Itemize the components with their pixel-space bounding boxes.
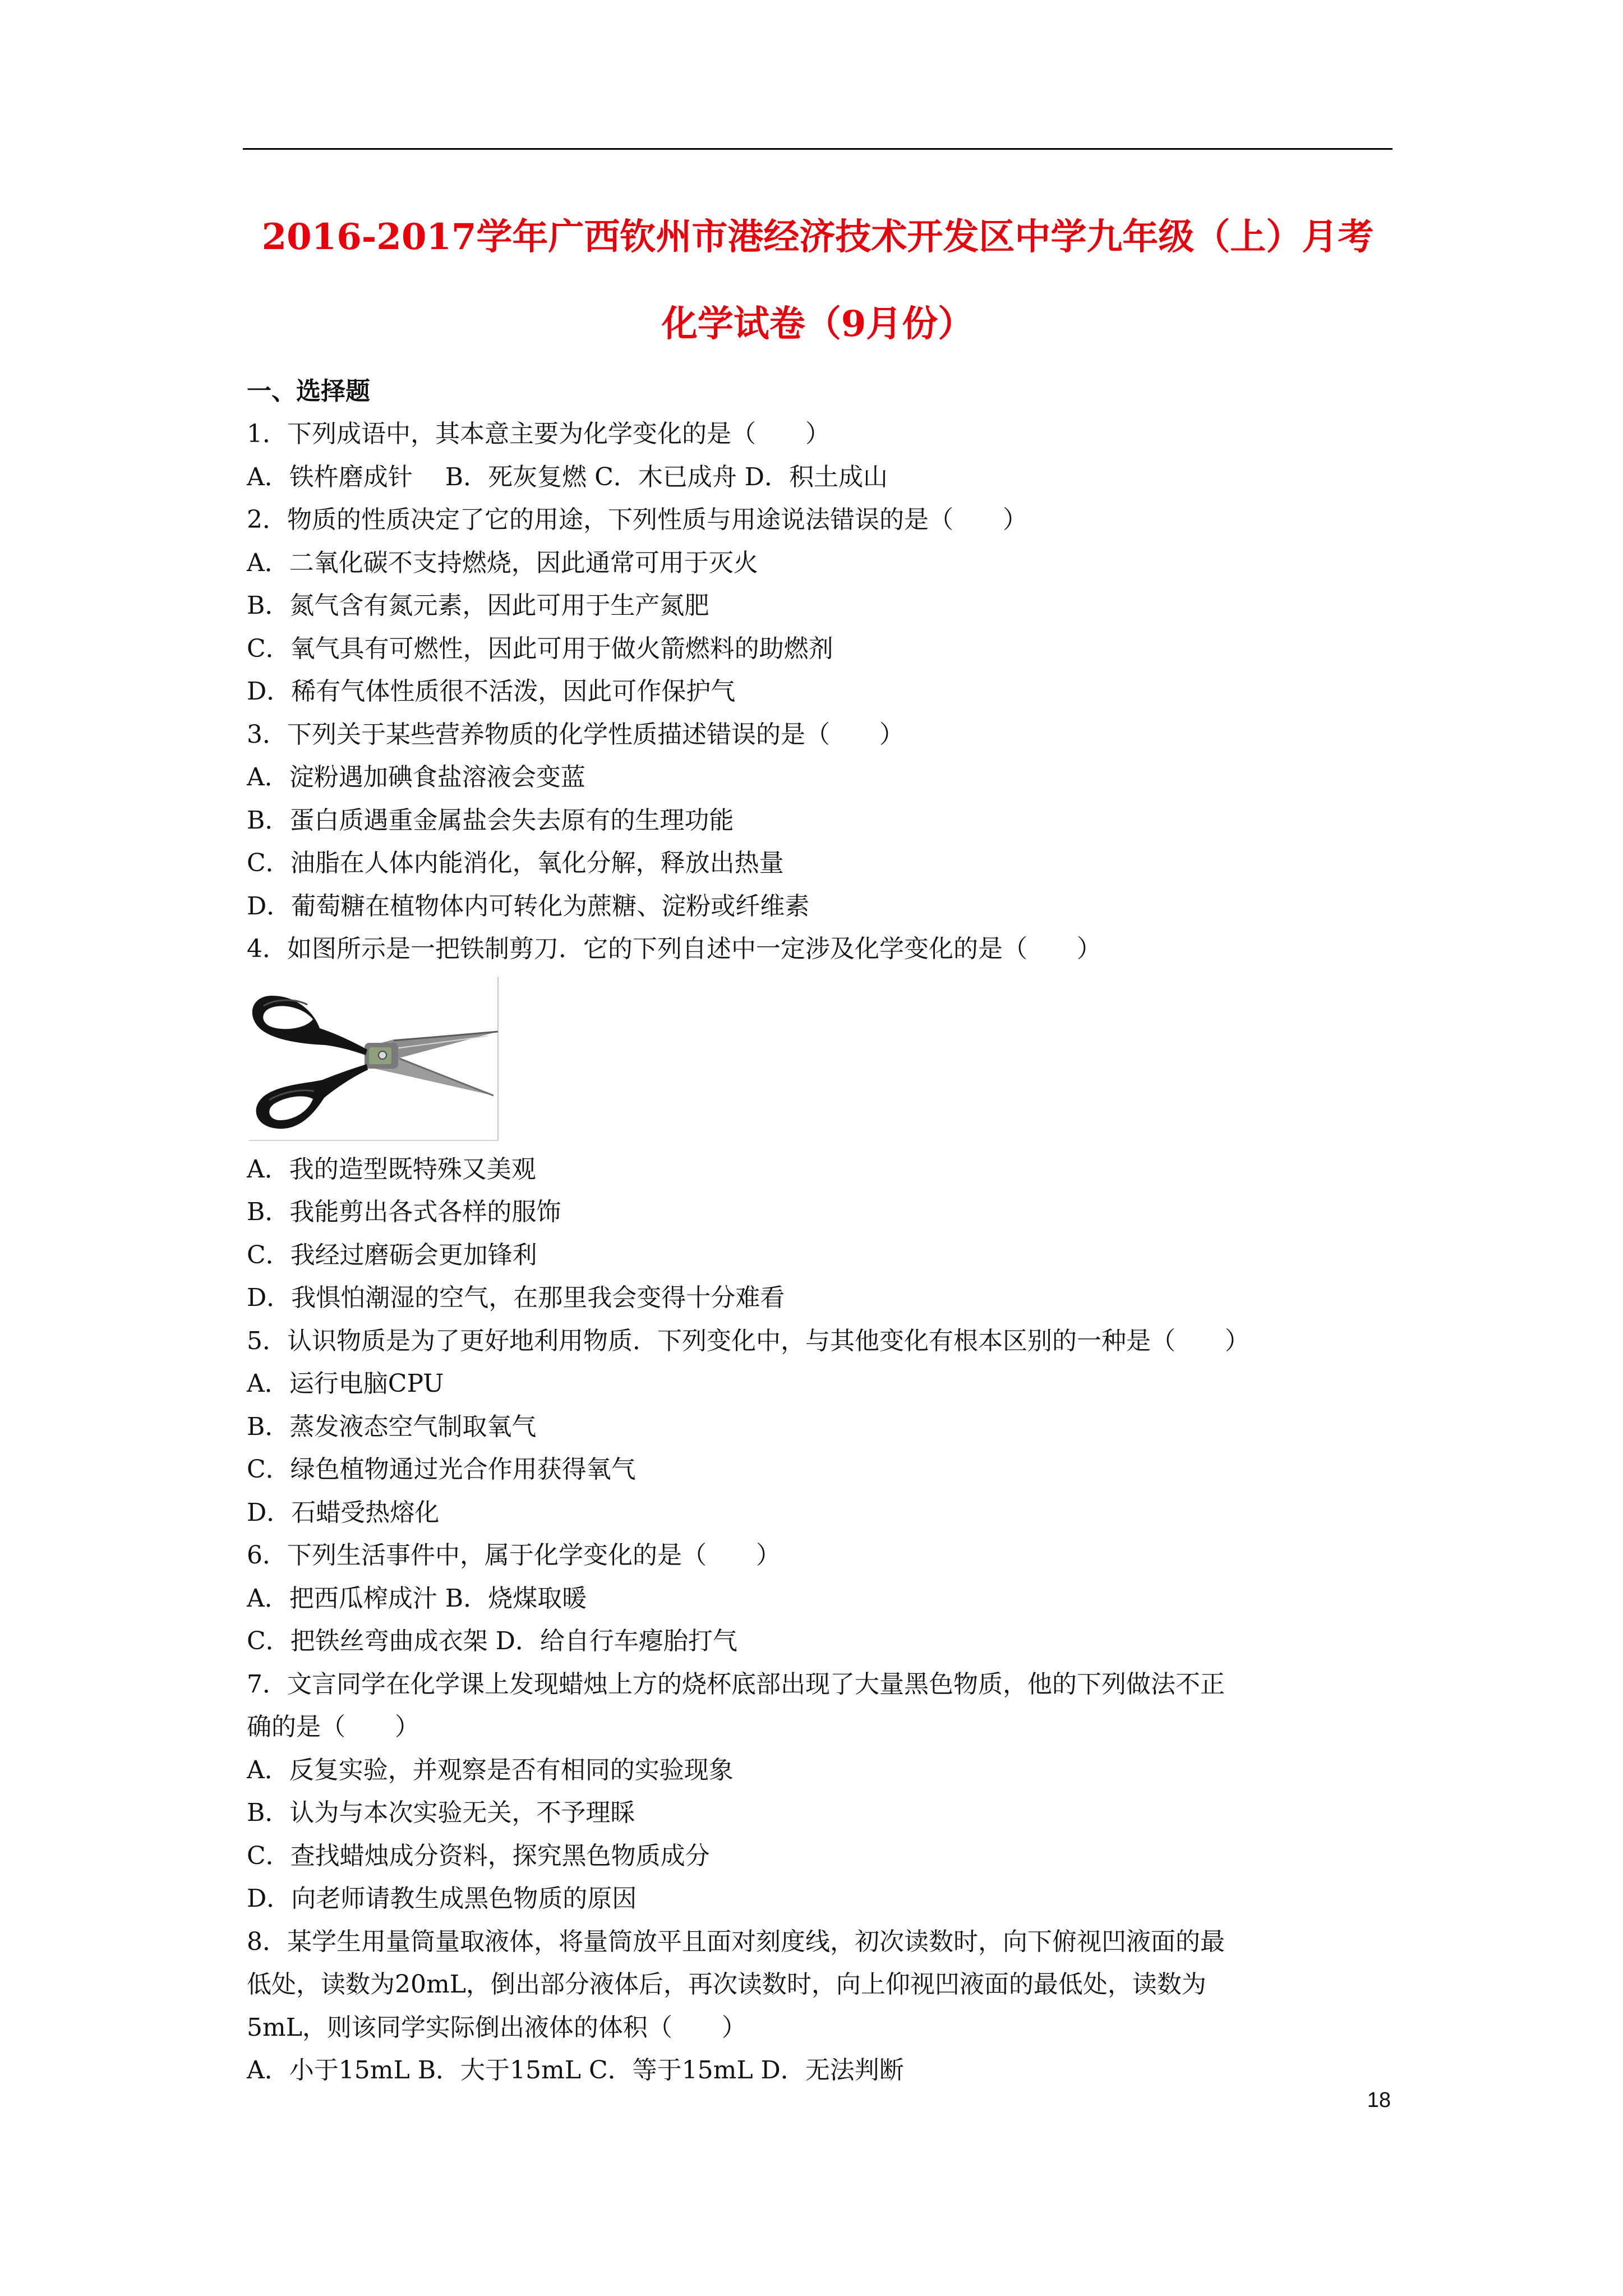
question-7-stem: 确的是（ ） [247, 1713, 419, 1741]
question-7-option: D．向老师请教生成黑色物质的原因 [247, 1884, 637, 1913]
question-7-option: C．查找蜡烛成分资料，探究黑色物质成分 [247, 1841, 710, 1870]
question-6-option: A．把西瓜榨成汁 B．烧煤取暖 [247, 1584, 587, 1613]
question-6-option: C．把铁丝弯曲成衣架 D．给自行车瘪胎打气 [247, 1627, 737, 1655]
question-3-option: C．油脂在人体内能消化，氧化分解，释放出热量 [247, 849, 784, 877]
scissors-figure [247, 973, 499, 1142]
question-1-option: A．铁杵磨成针 B．死灰复燃 C．木已成舟 D．积土成山 [247, 462, 888, 491]
question-3-stem: 3．下列关于某些营养物质的化学性质描述错误的是（ ） [247, 720, 904, 749]
question-7-option: B．认为与本次实验无关，不予理睬 [247, 1798, 635, 1827]
question-4-option: D．我惧怕潮湿的空气，在那里我会变得十分难看 [247, 1283, 785, 1312]
exam-title-line-2: 化学试卷（9月份） [661, 303, 974, 345]
question-5-option: A．运行电脑CPU [247, 1369, 444, 1398]
question-5-stem: 5．认识物质是为了更好地利用物质．下列变化中，与其他变化有根本区别的一种是（ ） [247, 1326, 1249, 1355]
header-rule [243, 148, 1393, 150]
question-2-option: B．氮气含有氮元素，因此可用于生产氮肥 [247, 591, 709, 620]
question-5-option: B．蒸发液态空气制取氧气 [247, 1412, 537, 1441]
question-3-option: D．葡萄糖在植物体内可转化为蔗糖、淀粉或纤维素 [247, 891, 810, 921]
question-8-option: A．小于15mL B．大于15mL C．等于15mL D．无法判断 [247, 2056, 904, 2085]
exam-content [247, 370, 1396, 2092]
question-8-stem: 8．某学生用量筒量取液体，将量筒放平且面对刻度线，初次读数时，向下俯视凹液面的最 [247, 1927, 1225, 1956]
question-2-option: C．氧气具有可燃性，因此可用于做火箭燃料的助燃剂 [247, 634, 833, 663]
question-5-option: C．绿色植物通过光合作用获得氧气 [247, 1455, 636, 1484]
page-number: 18 [1367, 2088, 1391, 2112]
scissors-icon [247, 973, 499, 1142]
question-2-option: D．稀有气体性质很不活泼，因此可作保护气 [247, 677, 736, 706]
question-7-stem: 7．文言同学在化学课上发现蜡烛上方的烧杯底部出现了大量黑色物质，他的下列做法不正 [247, 1669, 1225, 1699]
section-heading: 一、选择题 [247, 377, 370, 406]
question-2-option: A．二氧化碳不支持燃烧，因此通常可用于灭火 [247, 548, 758, 577]
question-2-stem: 2．物质的性质决定了它的用途，下列性质与用途说法错误的是（ ） [247, 505, 1027, 534]
question-7-option: A．反复实验，并观察是否有相同的实验现象 [247, 1755, 734, 1784]
question-8-stem: 5mL，则该同学实际倒出液体的体积（ ） [247, 2013, 746, 2042]
question-list [247, 413, 1396, 2092]
question-6-stem: 6．下列生活事件中，属于化学变化的是（ ） [247, 1541, 781, 1570]
exam-title-line-1: 2016-2017学年广西钦州市港经济技术开发区中学九年级（上）月考 [261, 216, 1374, 258]
question-4-option: B．我能剪出各式各样的服饰 [247, 1198, 561, 1226]
question-1-stem: 1．下列成语中，其本意主要为化学变化的是（ ） [247, 420, 830, 448]
question-4-option: C．我经过磨砺会更加锋利 [247, 1240, 537, 1269]
question-3-option: A．淀粉遇加碘食盐溶液会变蓝 [247, 763, 585, 792]
question-8-stem: 低处，读数为20mL，倒出部分液体后，再次读数时，向上仰视凹液面的最低处，读数为 [247, 1970, 1206, 1999]
question-4-option: A．我的造型既特殊又美观 [247, 1154, 536, 1184]
question-3-option: B．蛋白质遇重金属盐会失去原有的生理功能 [247, 806, 734, 835]
question-5-option: D．石蜡受热熔化 [247, 1498, 440, 1527]
question-4-stem: 4．如图所示是一把铁制剪刀．它的下列自述中一定涉及化学变化的是（ ） [247, 935, 1101, 963]
